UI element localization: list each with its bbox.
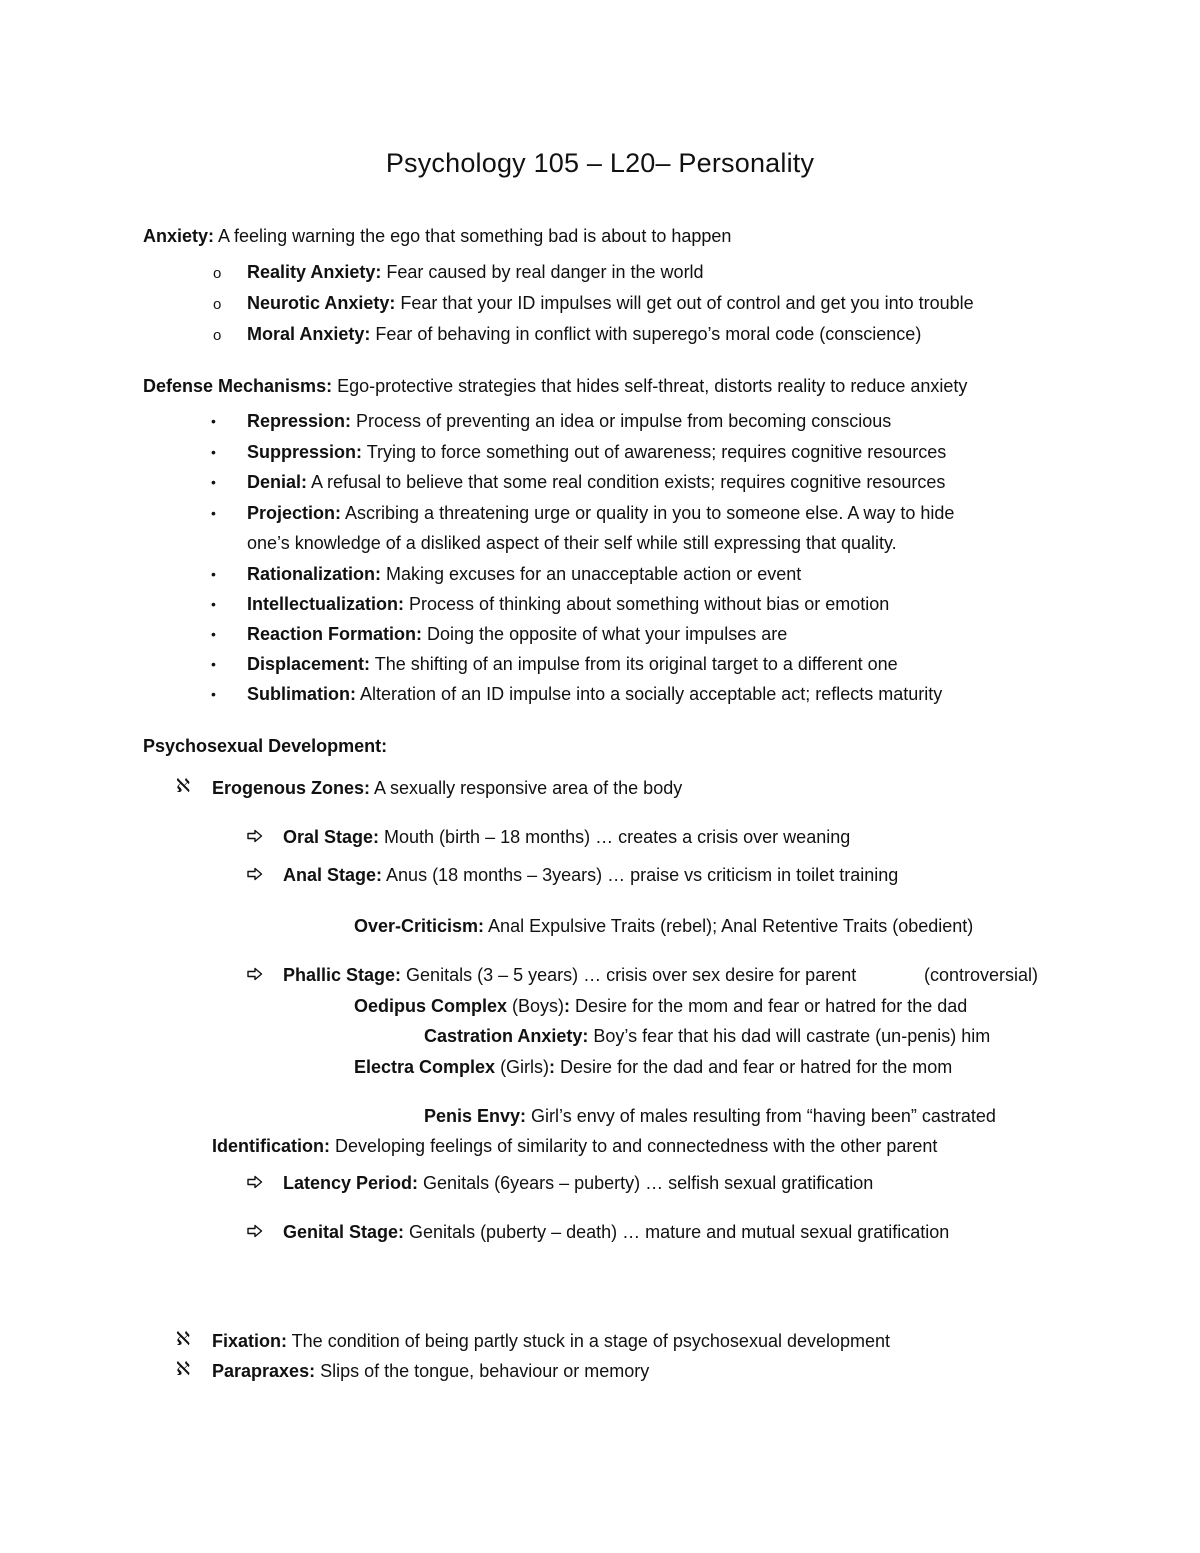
definition: A feeling warning the ego that something bad is about to happen bbox=[214, 226, 732, 246]
list-item bbox=[247, 440, 946, 464]
term: Genital Stage: bbox=[283, 1222, 405, 1242]
definition: The shifting of an impulse from its original target to a different one bbox=[370, 654, 898, 674]
arrow-right-outline-icon bbox=[247, 829, 263, 843]
definition: Fear caused by real danger in the world bbox=[381, 262, 704, 282]
erogenous-zones bbox=[212, 776, 682, 800]
qualifier: (Boys) bbox=[507, 996, 565, 1016]
term: Sublimation: bbox=[247, 684, 356, 704]
arrow-right-outline-icon bbox=[247, 967, 263, 981]
definition: Ascribing a threatening urge or quality in you to someone else. A way to hide bbox=[341, 503, 955, 523]
term: Denial: bbox=[247, 472, 308, 492]
identification bbox=[212, 1134, 937, 1158]
term: Rationalization: bbox=[247, 564, 381, 584]
circle-bullet-icon: o bbox=[213, 296, 222, 313]
term: Displacement: bbox=[247, 654, 371, 674]
list-item bbox=[247, 652, 898, 676]
definition: Genitals (6years – puberty) … selfish sexual gratification bbox=[418, 1173, 874, 1193]
term: Erogenous Zones: bbox=[212, 778, 371, 798]
over-criticism bbox=[354, 914, 973, 938]
definition: Alteration of an ID impulse into a socially acceptable act; reflects maturity bbox=[356, 684, 943, 704]
aleph-bullet-icon: ℵ bbox=[176, 1359, 191, 1380]
anxiety-definition bbox=[143, 224, 731, 248]
colon: : bbox=[564, 996, 571, 1016]
list-item-continuation: one’s knowledge of a disliked aspect of their self while still expressing that quality. bbox=[247, 533, 897, 553]
list-item bbox=[247, 322, 921, 346]
term: Penis Envy: bbox=[424, 1106, 527, 1126]
bullet-icon: • bbox=[211, 566, 216, 582]
term: Castration Anxiety: bbox=[424, 1026, 589, 1046]
definition: Trying to force something out of awareness; requires cognitive resources bbox=[362, 442, 947, 462]
bullet-icon: • bbox=[211, 626, 216, 642]
latency-period bbox=[283, 1171, 873, 1195]
term: Reality Anxiety: bbox=[247, 262, 382, 282]
castration-anxiety bbox=[424, 1024, 990, 1048]
bullet-icon: • bbox=[211, 686, 216, 702]
term: Identification: bbox=[212, 1136, 330, 1156]
term: Oral Stage: bbox=[283, 827, 380, 847]
definition: The condition of being partly stuck in a stage of psychosexual development bbox=[287, 1331, 891, 1351]
definition: Genitals (puberty – death) … mature and mutual sexual gratification bbox=[404, 1222, 950, 1242]
aleph-bullet-icon: ℵ bbox=[176, 776, 191, 797]
oedipus-complex bbox=[354, 994, 967, 1018]
bullet-icon: • bbox=[211, 413, 216, 429]
definition: Mouth (birth – 18 months) … creates a crisis over weaning bbox=[379, 827, 851, 847]
term: Oedipus Complex bbox=[354, 996, 508, 1016]
circle-bullet-icon: o bbox=[213, 265, 222, 282]
list-item bbox=[247, 291, 974, 315]
definition: A refusal to believe that some real condition exists; requires cognitive resources bbox=[307, 472, 946, 492]
definition: Process of thinking about something without bias or emotion bbox=[404, 594, 890, 614]
oral-stage bbox=[283, 825, 850, 849]
list-item bbox=[247, 622, 787, 646]
term: Latency Period: bbox=[283, 1173, 419, 1193]
psychosexual-heading bbox=[143, 734, 387, 758]
definition: Making excuses for an unacceptable action or event bbox=[381, 564, 802, 584]
defense-mechanisms-definition bbox=[143, 374, 967, 398]
term: Defense Mechanisms: bbox=[143, 376, 333, 396]
list-item bbox=[247, 562, 801, 586]
page-title: Psychology 105 – L20– Personality bbox=[385, 148, 815, 178]
term: Reaction Formation: bbox=[247, 624, 423, 644]
list-item bbox=[247, 470, 945, 494]
term: Fixation: bbox=[212, 1331, 287, 1351]
term: Projection: bbox=[247, 503, 342, 523]
genital-stage bbox=[283, 1220, 949, 1244]
definition: Desire for the mom and fear or hatred for the dad bbox=[570, 996, 968, 1016]
term: Suppression: bbox=[247, 442, 363, 462]
phallic-note: (controversial) bbox=[924, 965, 1039, 985]
colon: : bbox=[549, 1057, 556, 1077]
circle-bullet-icon: o bbox=[213, 327, 222, 344]
term: Phallic Stage: bbox=[283, 965, 402, 985]
arrow-right-outline-icon bbox=[247, 1224, 263, 1238]
term: Anal Stage: bbox=[283, 865, 383, 885]
definition: Ego-protective strategies that hides self-threat, distorts reality to reduce anxiety bbox=[332, 376, 968, 396]
definition: Desire for the dad and fear or hatred for the mom bbox=[555, 1057, 953, 1077]
term: Moral Anxiety: bbox=[247, 324, 371, 344]
fixation bbox=[212, 1329, 890, 1353]
parapraxes bbox=[212, 1359, 649, 1383]
term: Parapraxes: bbox=[212, 1361, 316, 1381]
arrow-right-outline-icon bbox=[247, 1175, 263, 1189]
definition: Boy’s fear that his dad will castrate (un-penis) him bbox=[588, 1026, 991, 1046]
definition: Anus (18 months – 3years) … praise vs criticism in toilet training bbox=[382, 865, 899, 885]
definition: Girl’s envy of males resulting from “having been” castrated bbox=[526, 1106, 996, 1126]
definition: Doing the opposite of what your impulses are bbox=[422, 624, 788, 644]
definition: Process of preventing an idea or impulse from becoming conscious bbox=[351, 411, 892, 431]
electra-complex bbox=[354, 1055, 952, 1079]
list-item bbox=[247, 409, 891, 433]
definition: A sexually responsive area of the body bbox=[370, 778, 683, 798]
aleph-bullet-icon: ℵ bbox=[176, 1329, 191, 1350]
bullet-icon: • bbox=[211, 656, 216, 672]
term: Over-Criticism: bbox=[354, 916, 485, 936]
term: Neurotic Anxiety: bbox=[247, 293, 396, 313]
list-item bbox=[247, 501, 954, 525]
term: Intellectualization: bbox=[247, 594, 405, 614]
definition: Slips of the tongue, behaviour or memory bbox=[315, 1361, 650, 1381]
definition: Developing feelings of similarity to and connectedness with the other parent bbox=[330, 1136, 938, 1156]
bullet-icon: • bbox=[211, 596, 216, 612]
term: Repression: bbox=[247, 411, 352, 431]
term: Anxiety: bbox=[143, 226, 215, 246]
list-item bbox=[247, 260, 704, 284]
phallic-stage bbox=[283, 963, 856, 987]
penis-envy bbox=[424, 1104, 996, 1128]
definition: Genitals (3 – 5 years) … crisis over sex desire for parent bbox=[401, 965, 857, 985]
bullet-icon: • bbox=[211, 444, 216, 460]
term: Psychosexual Development: bbox=[143, 736, 388, 756]
list-item bbox=[247, 682, 942, 706]
bullet-icon: • bbox=[211, 505, 216, 521]
anal-stage bbox=[283, 863, 898, 887]
definition: Anal Expulsive Traits (rebel); Anal Retentive Traits (obedient) bbox=[484, 916, 974, 936]
list-item bbox=[247, 592, 889, 616]
qualifier: (Girls) bbox=[495, 1057, 550, 1077]
bullet-icon: • bbox=[211, 474, 216, 490]
definition: Fear that your ID impulses will get out of control and get you into trouble bbox=[395, 293, 974, 313]
definition: Fear of behaving in conflict with superego’s moral code (conscience) bbox=[370, 324, 922, 344]
arrow-right-outline-icon bbox=[247, 867, 263, 881]
term: Electra Complex bbox=[354, 1057, 496, 1077]
